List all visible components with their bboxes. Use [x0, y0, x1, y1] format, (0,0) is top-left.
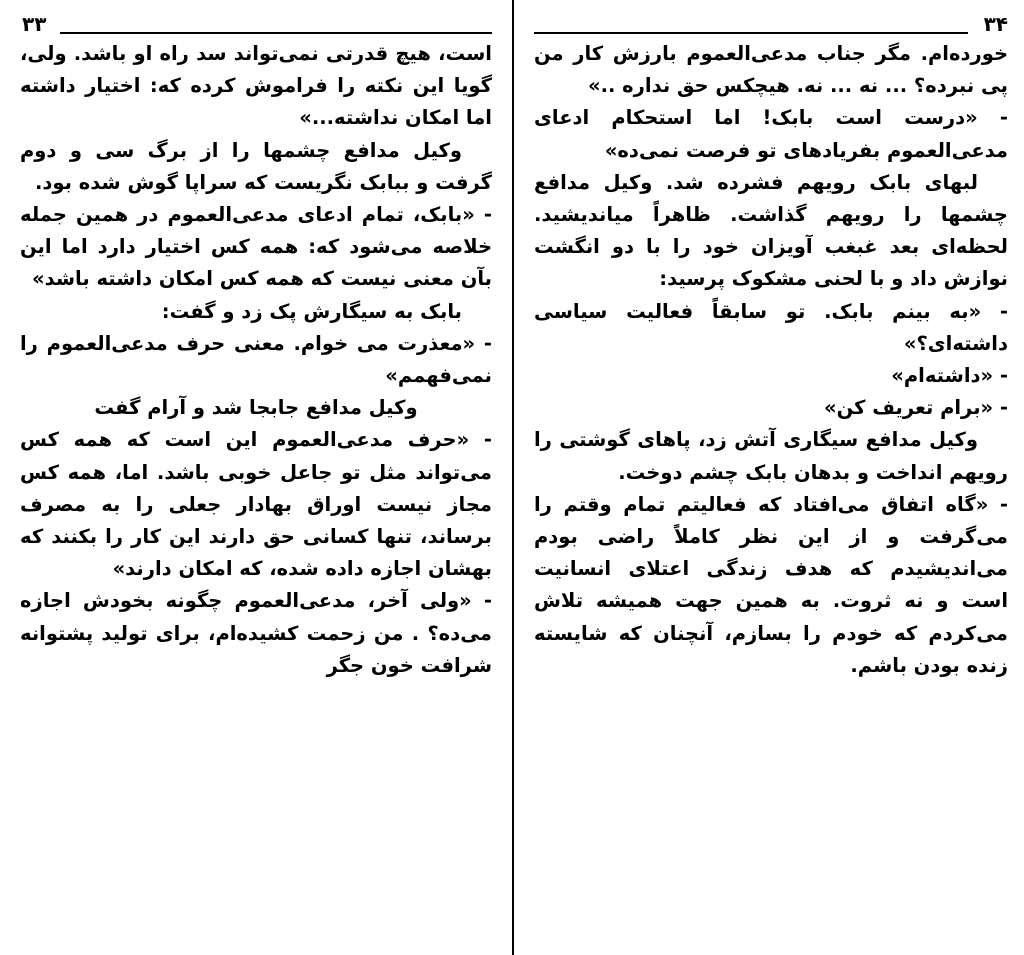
page-gutter-divider — [512, 0, 514, 955]
paragraph: - «ولی آخر، مدعی‌العموم چگونه بخودش اجازه می‌ده؟ . من زحمت کشیده‌ام، برای تولید پشتوانه شرافت خون جگر — [20, 589, 492, 677]
paragraph: - «معذرت می خوام. معنی حرف مدعی‌العموم را نمی‌فهمم» — [20, 331, 492, 388]
paragraph: بابک به سیگارش پک زد و گفت: — [161, 299, 462, 323]
left-page-header — [20, 0, 492, 38]
paragraph: لبهای بابک رویهم فشرده شد. وکیل مدافع چشمها را رویهم گذاشت. ظاهراً میاندیشید. لحظه‌ای بعد غبغب آویزان خود را با دو انگشت نوازش داد و با لحنی مشکوک پرسید: — [534, 170, 1008, 291]
paragraph: وکیل مدافع سیگاری آتش زد، پاهای گوشتی را رویهم انداخت و بدهان بابک چشم دوخت. — [534, 428, 1008, 484]
paragraph: - «بابک، تمام ادعای مدعی‌العموم در همین جمله خلاصه می‌شود که: همه کس اختیار دارد اما این بآن معنی نیست که همه کس امکان داشته باشد» — [20, 203, 492, 291]
paragraph: - «داشته‌ام» — [891, 364, 1008, 388]
paragraph: وکیل مدافع چشمها را از برگ سی و دوم گرفت و ببابک نگریست که سراپا گوش شده بود. — [20, 138, 492, 194]
paragraph: - «برام تعریف کن» — [824, 396, 1008, 420]
paragraph: - «درست است بابک! اما استحکام ادعای مدعی‌العموم بفریادهای تو فرصت نمی‌ده» — [534, 106, 1008, 162]
page-number: ۳۴ — [983, 12, 1008, 36]
right-page-body — [534, 38, 1008, 682]
paragraph: - «به بینم بابک. تو سابقاً فعالیت سیاسی داشته‌ای؟» — [534, 299, 1008, 355]
header-rule — [534, 32, 968, 34]
paragraph: خورده‌ام. مگر جناب مدعی‌العموم بارزش کار من پی نبرده؟ ... نه ... نه. هیچکس حق نداره ..» — [534, 42, 1008, 98]
right-page — [534, 0, 1008, 682]
header-rule — [60, 32, 492, 34]
paragraph: وکیل مدافع جابجا شد و آرام گفت — [94, 396, 418, 420]
paragraph: است، هیچ قدرتی نمی‌تواند سد راه او باشد. ولی، گویا این نکته را فراموش کرده که: اختیار داشته اما امکان نداشته...» — [20, 42, 492, 130]
left-page-body — [20, 38, 492, 682]
page-number: ۳۳ — [22, 12, 47, 36]
right-page-header — [534, 0, 1008, 38]
paragraph: - «گاه اتفاق می‌افتاد که فعالیتم تمام وقتم را می‌گرفت و از این نظر کاملاً راضی بودم می‌اندیشیدم که هدف زندگی اعتلای انسانیت است و نه ثروت. به همین جهت همیشه تلاش می‌کردم که خودم را بسازم، آنچنان که شایسته زنده بودن باشم. — [534, 492, 1008, 677]
left-page — [20, 0, 492, 682]
paragraph: - «حرف مدعی‌العموم این است که همه کس می‌تواند مثل تو جاعل خوبی باشد. اما، همه کس مجاز نیست اوراق بهادار جعلی را به مصرف برساند، تنها کسانی حق دارند این کار را بکنند که بهشان اجازه داده شده، که امکان دارند» — [20, 428, 492, 581]
